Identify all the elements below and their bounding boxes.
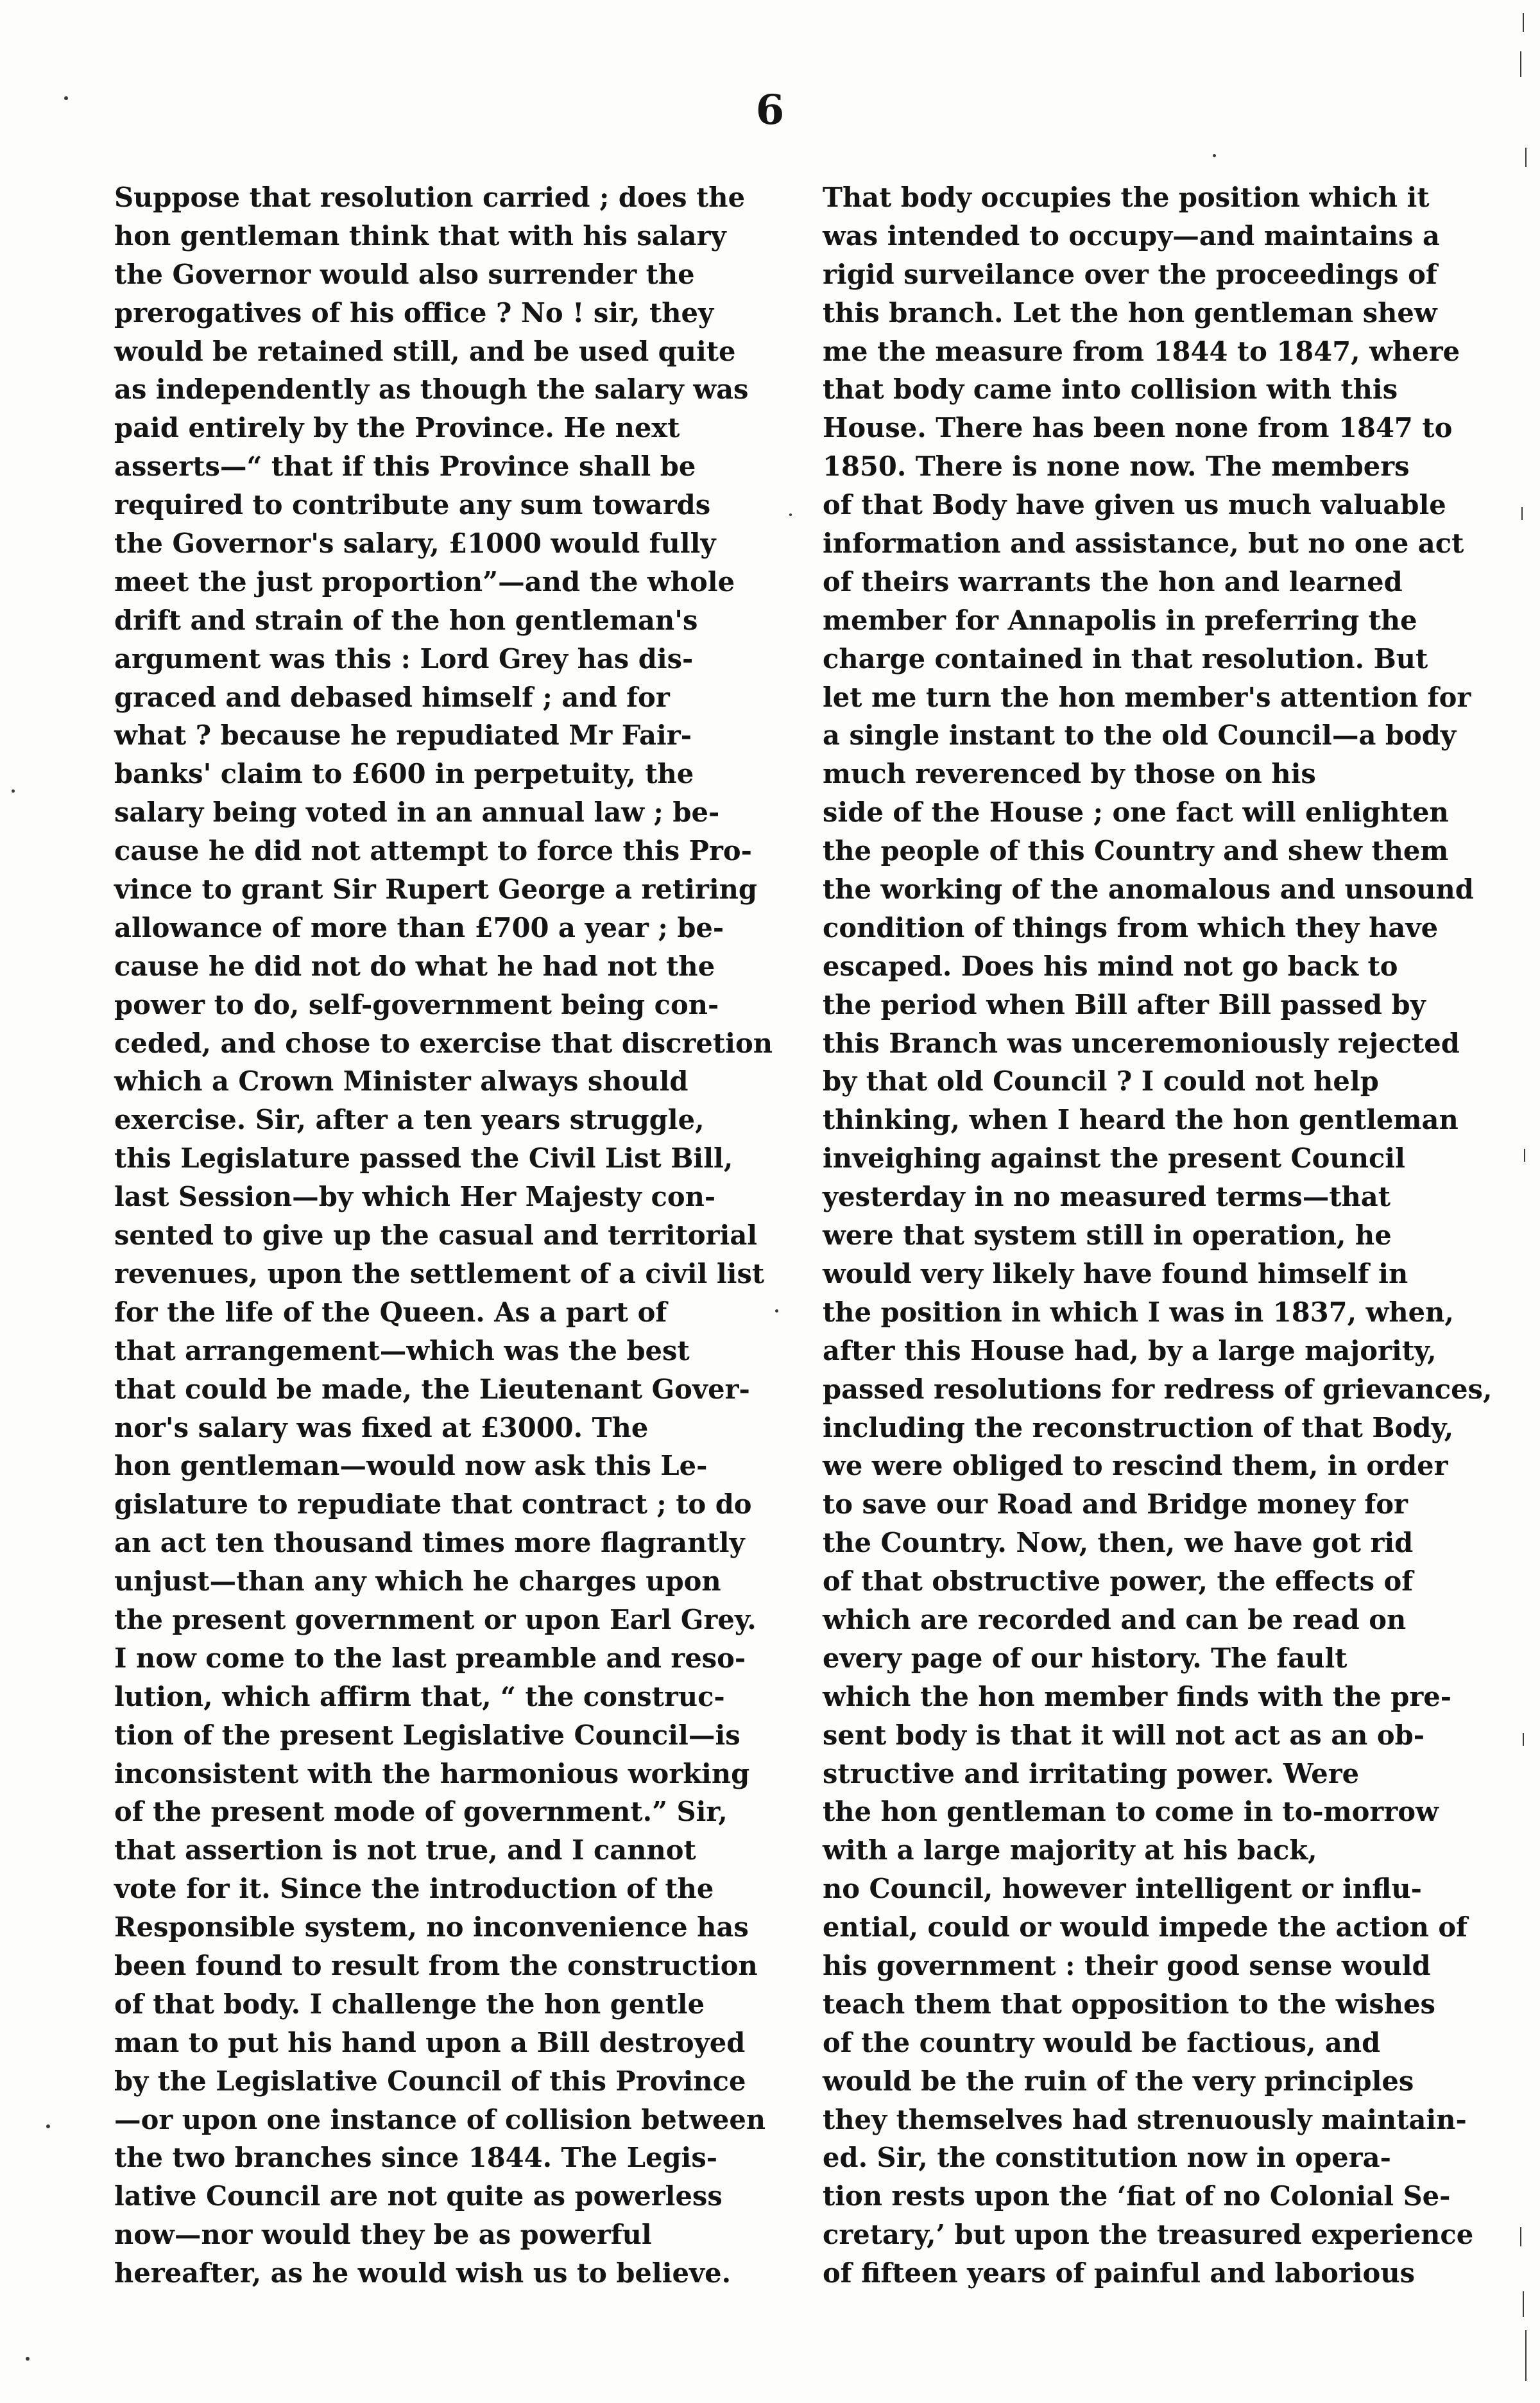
left-column-line: by the Legislative Council of this Province xyxy=(114,2065,746,2097)
right-column-line: the period when Bill after Bill passed by xyxy=(823,988,1426,1021)
right-column-line: the hon gentleman to come in to-morrow xyxy=(823,1796,1439,1828)
left-column-line: the present government or upon Earl Grey. xyxy=(114,1603,757,1635)
left-column-line: required to contribute any sum towards xyxy=(114,489,711,521)
left-column-line: asserts—“ that if this Province shall be xyxy=(114,451,696,483)
right-column-line: of that obstructive power, the effects of xyxy=(823,1565,1414,1598)
left-column-line: cause he did not do what he had not the xyxy=(114,950,715,982)
left-column-line: sented to give up the casual and territorial xyxy=(114,1219,758,1252)
left-column-line: the Governor would also surrender the xyxy=(114,258,695,290)
left-column-line: would be retained still, and be used quite xyxy=(114,335,736,367)
left-column-line: hon gentleman think that with his salary xyxy=(114,220,726,252)
left-column-line: the Governor's salary, £1000 would fully xyxy=(114,528,716,560)
scan-speck xyxy=(1213,154,1216,157)
right-column-line: yesterday in no measured terms—that xyxy=(823,1181,1390,1213)
right-column-line: inveighing against the present Council xyxy=(823,1142,1405,1175)
right-column-line: the Country. Now, then, we have got rid xyxy=(823,1527,1414,1559)
right-column xyxy=(823,178,1522,2293)
left-column-line: power to do, self-government being con- xyxy=(114,988,719,1021)
right-column-line: the position in which I was in 1837, when, xyxy=(823,1296,1454,1328)
right-column-line: information and assistance, but no one act xyxy=(823,528,1464,560)
left-column-line: an act ten thousand times more flagrantly xyxy=(114,1527,745,1559)
right-column-line: of that Body have given us much valuable xyxy=(823,489,1446,521)
scan-speck xyxy=(64,96,68,100)
right-column-line: would very likely have found himself in xyxy=(823,1257,1408,1289)
left-column-line: inconsistent with the harmonious working xyxy=(114,1757,750,1789)
left-column-line: hon gentleman—would now ask this Le- xyxy=(114,1450,708,1482)
right-column-line: charge contained in that resolution. But xyxy=(823,642,1428,675)
right-column-line: That body occupies the position which it xyxy=(823,182,1430,213)
right-column-line: much reverenced by those on his xyxy=(823,758,1316,790)
left-column-line: unjust—than any which he charges upon xyxy=(114,1565,721,1598)
left-column-line: exercise. Sir, after a ten years struggle, xyxy=(114,1104,705,1136)
left-column-line: I now come to the last preamble and reso- xyxy=(114,1642,746,1674)
left-column-line: of the present mode of government.” Sir, xyxy=(114,1796,728,1828)
left-column-line: of that body. I challenge the hon gentle xyxy=(114,1988,705,2020)
right-column-line: tion rests upon the ‘fiat of no Colonial Se- xyxy=(823,2180,1451,2212)
scan-speck xyxy=(775,1309,778,1313)
left-column-line: which a Crown Minister always should xyxy=(114,1065,689,1098)
left-column-line: allowance of more than £700 a year ; be- xyxy=(114,911,724,943)
page-edge-marks xyxy=(1514,6,1534,2394)
left-column-line: last Session—by which Her Majesty con- xyxy=(114,1181,716,1213)
right-column-line: condition of things from which they have xyxy=(823,911,1439,943)
scan-speck xyxy=(46,2124,50,2128)
left-column-line: man to put his hand upon a Bill destroyed xyxy=(114,2026,746,2058)
right-column-line: with a large majority at his back, xyxy=(823,1834,1317,1866)
left-column-line: ceded, and chose to exercise that discretion xyxy=(114,1027,773,1059)
left-column-line: cause he did not attempt to force this Pro- xyxy=(114,835,752,867)
right-column-line: by that old Council ? I could not help xyxy=(823,1065,1379,1098)
right-column-line: were that system still in operation, he xyxy=(823,1219,1392,1252)
left-column-line: that assertion is not true, and I cannot xyxy=(114,1834,696,1866)
right-column-line: the people of this Country and shew them xyxy=(823,835,1449,867)
right-column-line: of theirs warrants the hon and learned xyxy=(823,565,1403,598)
right-column-line: teach them that opposition to the wishes xyxy=(823,1988,1435,2020)
right-column-line: the working of the anomalous and unsound xyxy=(823,874,1474,906)
right-column-line: sent body is that it will not act as an ob- xyxy=(823,1719,1425,1751)
right-column-line: which are recorded and can be read on xyxy=(823,1603,1407,1635)
left-column-line: Responsible system, no inconvenience has xyxy=(114,1911,749,1943)
right-column-line: to save our Road and Bridge money for xyxy=(823,1488,1408,1520)
right-column-line: after this House had, by a large majority, xyxy=(823,1334,1437,1366)
left-column-line: revenues, upon the settlement of a civil list xyxy=(114,1257,765,1289)
right-column-line: a single instant to the old Council—a body xyxy=(823,719,1457,752)
left-column-line: paid entirely by the Province. He next xyxy=(114,412,680,444)
right-column-line: member for Annapolis in preferring the xyxy=(823,604,1417,636)
right-column-line: thinking, when I heard the hon gentleman xyxy=(823,1104,1459,1136)
scan-speck xyxy=(789,513,792,516)
left-column-line: prerogatives of his office ? No ! sir, they xyxy=(114,297,714,329)
right-column-line: including the reconstruction of that Body, xyxy=(823,1411,1454,1443)
right-column-line: of the country would be factious, and xyxy=(823,2026,1381,2058)
left-column-line: gislature to repudiate that contract ; to do xyxy=(114,1488,752,1520)
left-column-line: vince to grant Sir Rupert George a retiring xyxy=(114,874,758,906)
left-column-line: that could be made, the Lieutenant Gover- xyxy=(114,1373,750,1405)
right-column-line: no Council, however intelligent or influ- xyxy=(823,1873,1422,1905)
left-column-line: tion of the present Legislative Council—is xyxy=(114,1719,740,1751)
right-column-line: this branch. Let the hon gentleman shew xyxy=(823,297,1437,329)
right-column-line: every page of our history. The fault xyxy=(823,1642,1348,1674)
right-column-line: structive and irritating power. Were xyxy=(823,1757,1360,1789)
left-column-line: argument was this : Lord Grey has dis- xyxy=(114,642,694,675)
scan-speck xyxy=(26,2357,30,2361)
scan-speck xyxy=(12,789,15,793)
right-column-line: ed. Sir, the constitution now in opera- xyxy=(823,2142,1391,2174)
right-column-line: let me turn the hon member's attention for xyxy=(823,681,1471,713)
left-column-line: drift and strain of the hon gentleman's xyxy=(114,604,698,636)
left-column-line: banks' claim to £600 in perpetuity, the xyxy=(114,758,694,790)
left-column-line: for the life of the Queen. As a part of xyxy=(114,1296,667,1328)
right-column-line: 1850. There is none now. The members xyxy=(823,451,1410,483)
right-column-line: rigid surveilance over the proceedings of xyxy=(823,258,1437,290)
right-column-line: would be the ruin of the very principles xyxy=(823,2065,1414,2097)
left-column-line: been found to result from the construction xyxy=(114,1949,758,1981)
right-column-line: of fifteen years of painful and laborious xyxy=(823,2257,1416,2289)
right-column-line: ential, could or would impede the action of xyxy=(823,1911,1468,1943)
left-column-line: this Legislature passed the Civil List Bill, xyxy=(114,1142,733,1175)
right-column-line: House. There has been none from 1847 to xyxy=(823,412,1453,444)
left-column-line: what ? because he repudiated Mr Fair- xyxy=(114,719,692,752)
right-column-line: which the hon member finds with the pre- xyxy=(823,1680,1452,1712)
right-column-line: was intended to occupy—and maintains a xyxy=(823,220,1440,252)
left-column-line: lative Council are not quite as powerless xyxy=(114,2180,723,2212)
left-column-line: salary being voted in an annual law ; be- xyxy=(114,797,720,829)
left-column-line: Suppose that resolution carried ; does the xyxy=(114,182,746,213)
right-column-line: side of the House ; one fact will enlighten xyxy=(823,797,1449,829)
left-column-line: now—nor would they be as powerful xyxy=(114,2219,652,2251)
right-column-line: his government : their good sense would xyxy=(823,1949,1431,1981)
left-column-line: the two branches since 1844. The Legis- xyxy=(114,2142,718,2174)
right-column-line: this Branch was unceremoniously rejected xyxy=(823,1027,1460,1059)
right-column-line: passed resolutions for redress of grievances, xyxy=(823,1373,1493,1405)
left-column-line: graced and debased himself ; and for xyxy=(114,681,670,713)
left-column-line: nor's salary was fixed at £3000. The xyxy=(114,1411,649,1443)
right-column-line: me the measure from 1844 to 1847, where xyxy=(823,335,1460,367)
left-column-line: meet the just proportion”—and the whole xyxy=(114,565,735,598)
left-column-line: that arrangement—which was the best xyxy=(114,1334,690,1366)
right-column-line: that body came into collision with this xyxy=(823,374,1398,406)
left-column-line: hereafter, as he would wish us to believe. xyxy=(114,2257,732,2289)
right-column-line: we were obliged to rescind them, in order xyxy=(823,1450,1448,1482)
right-column-line: escaped. Does his mind not go back to xyxy=(823,950,1398,982)
left-column-line: vote for it. Since the introduction of the xyxy=(114,1873,714,1905)
left-column xyxy=(114,178,814,2293)
right-column-line: they themselves had strenuously maintain- xyxy=(823,2103,1467,2135)
left-column-line: as independently as though the salary was xyxy=(114,374,749,406)
page-number: 6 xyxy=(755,86,785,134)
left-column-line: lution, which affirm that, “ the construc- xyxy=(114,1680,725,1712)
left-column-line: —or upon one instance of collision between xyxy=(114,2103,766,2135)
right-column-line: cretary,’ but upon the treasured experience xyxy=(823,2219,1474,2251)
